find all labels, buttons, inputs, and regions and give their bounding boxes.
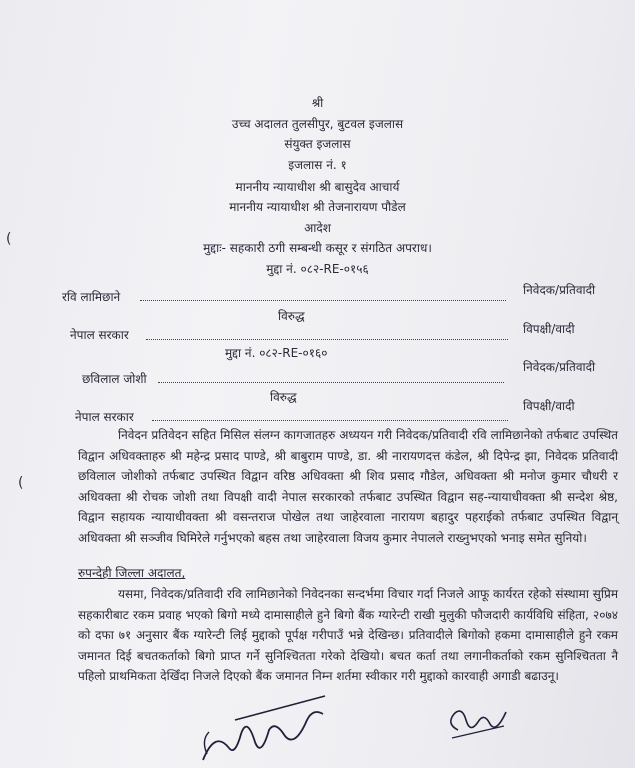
signature-judge-1 bbox=[195, 690, 335, 768]
case-subject: मुद्दाः- सहकारी ठगी सम्बन्धी कसूर र संगठित अपराध। bbox=[203, 241, 432, 255]
paragraph-hearing: निवेदन प्रतिवेदन सहित मिसिल संलग्न कागजातहरु अध्ययन गरी निवेदक/प्रतिवादी रवि लामिछानेको तर्फबाट उपस्थित विद्वान अधिवक्ताहरु श्री महेन्द्र प्रसाद पाण्डे, श्री बाबुराम पाण्डे, डा. श्री नारायणदत्त कंडेल, श्री दिपेन्द्र झा, निवेदक प्रतिवादी छविलाल जोशीको तर्फबाट उपस्थित विद्वान वरिष्ठ अधिवक्ता श्री शिव प्रसाद गौडेल, अधिवक्ता श्री मनोज कुमार चौधरी र अधिवक्ता श्री रोचक जोशी तथा विपक्षी वादी नेपाल सरकारको तर्फबाट उपस्थित विद्वान सह-न्यायाधीवक्ता श्री सन्देश श्रेष्ठ, विद्वान सहायक न्यायाधीवक्ता श्री वसन्तराज पोखेल तथा जाहेरवाला नारायण बहादुर पहराईको तर्फबाट उपस्थित विद्वान् अधिवक्ता श्री सञ्जीव घिमिरेले गर्नुभएको बहस तथा जाहेरवाला विजय कुमार नेपालले राख्नुभएको भनाइ समेत सुनियो। bbox=[78, 428, 618, 545]
order-body-part2 bbox=[78, 584, 618, 687]
case-number-2: मुद्दा नं. ०८२-RE-०१६० bbox=[225, 346, 328, 360]
judge-1: माननीय न्यायाधीश श्री बासुदेव आचार्य bbox=[235, 180, 400, 194]
signature-judge-2 bbox=[444, 700, 514, 744]
respondent-1-role: विपक्षी/वादी bbox=[523, 322, 575, 336]
order-title: आदेश bbox=[304, 221, 331, 235]
respondent-2-role: विपक्षी/वादी bbox=[523, 399, 575, 413]
judge-2: माननीय न्यायाधीश श्री तेजनारायण पौडेल bbox=[229, 200, 406, 214]
bench-type: संयुक्त इजलास bbox=[284, 137, 351, 151]
case-number-1: मुद्दा नं. ०८२-RE-०१५६ bbox=[266, 262, 369, 276]
petitioner-2-name: छविलाल जोशी bbox=[82, 372, 147, 386]
margin-mark: ( bbox=[18, 475, 24, 491]
margin-mark: ( bbox=[6, 231, 12, 247]
versus-1: विरुद्ध bbox=[278, 309, 305, 323]
dotted-line bbox=[158, 382, 504, 383]
dotted-line bbox=[152, 420, 508, 421]
petitioner-1-role: निवेदक/प्रतिवादी bbox=[523, 283, 596, 297]
header-shri: श्री bbox=[311, 96, 324, 110]
respondent-1-name: नेपाल सरकार bbox=[70, 328, 129, 342]
petitioner-1-name: रवि लामिछाने bbox=[62, 290, 121, 304]
petitioner-2-role: निवेदक/प्रतिवादी bbox=[523, 360, 596, 374]
dotted-line bbox=[140, 300, 506, 301]
paragraph-decision: यसमा, निवेदक/प्रतिवादी रवि लामिछानेको निवेदनका सन्दर्भमा विचार गर्दा निजले आफू कार्यरत रहेको संस्थामा सुप्रिम सहकारीबाट रकम प्रवाह भएको बिगो मध्ये दामासाहीले हुने बिगो बैंक ग्यारेन्टी राखी मुलुकी फौजदारी कार्यविधि संहिता, २०७४ को दफा ७१ अनुसार बैंक ग्यारेन्टी लिई मुद्दाको पूर्पक्ष गरीपाउँ भन्ने देखिन्छ। प्रतिवादीले बिगोको हकमा दामासाहीले हुने रकम जमानत दिई बचतकर्ताको बिगो प्राप्त गर्ने सुनिश्चितता गरेको देखियो। बचत कर्ता तथा लगानीकर्ताको रकम सुनिश्चितता नै पहिलो प्राथमिकता देखिँदा निजले दिएको बैंक जमानत निम्न शर्तमा स्वीकार गरी मुद्दाको कारवाही अगाडी बढाउनू। bbox=[78, 587, 618, 684]
respondent-2-name: नेपाल सरकार bbox=[75, 410, 134, 424]
bench-number: इजलास नं. १ bbox=[288, 158, 347, 172]
order-body-part1 bbox=[78, 425, 618, 549]
court-name: उच्च अदालत तुलसीपुर, बुटवल इजलास bbox=[231, 117, 404, 131]
district-court-subheading: रुपन्देही जिल्ला अदालत, bbox=[78, 566, 186, 580]
dotted-line bbox=[146, 339, 508, 340]
versus-2: विरुद्ध bbox=[270, 390, 297, 404]
